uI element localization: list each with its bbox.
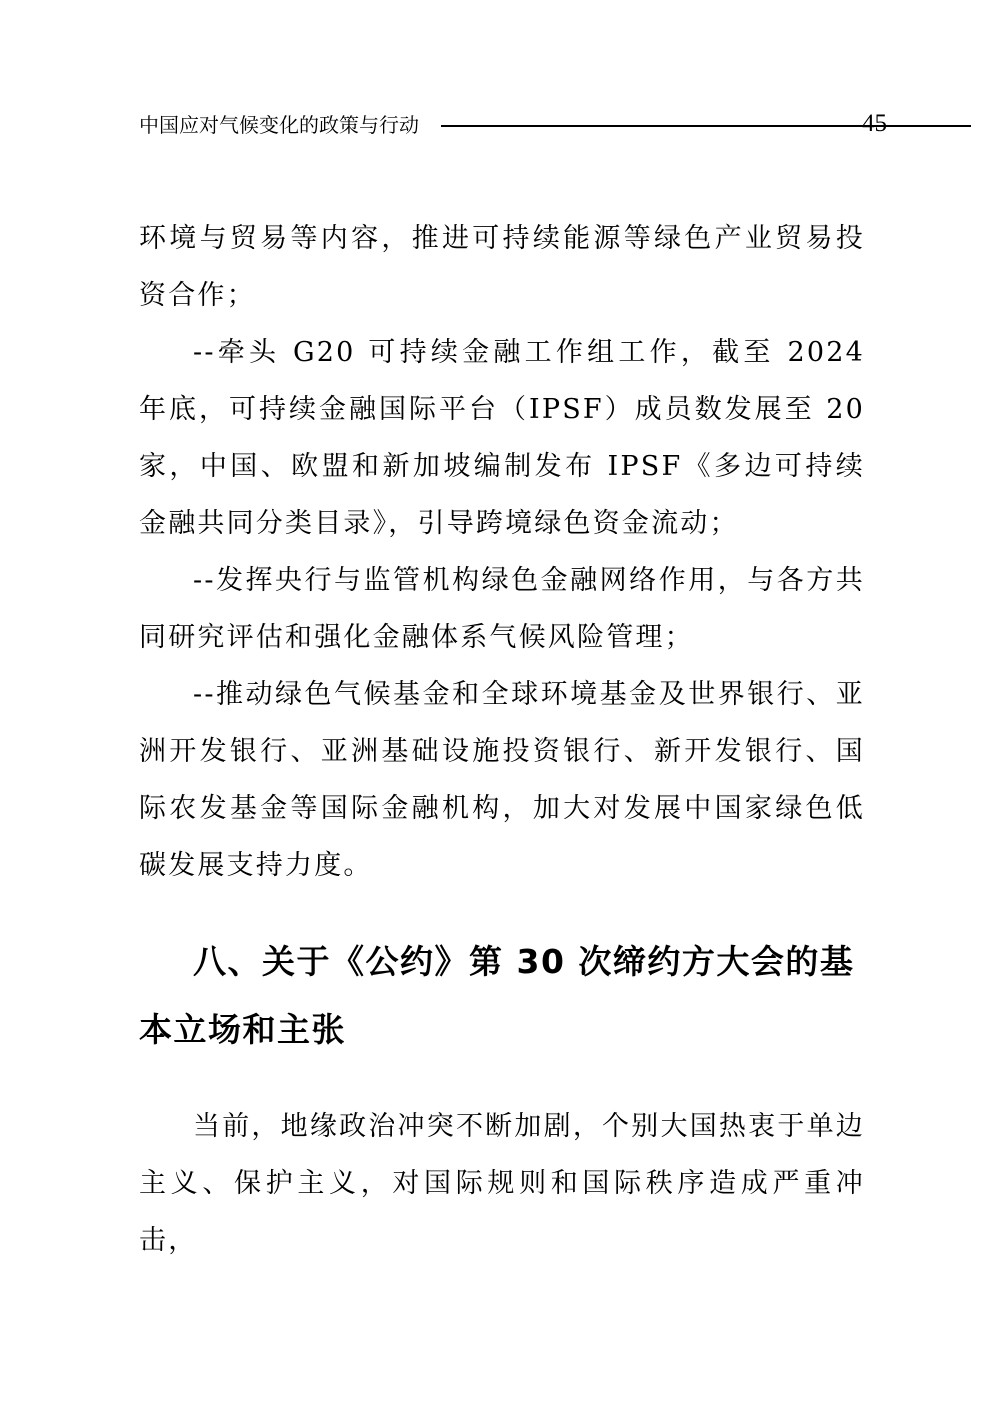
- paragraph-international-finance: --推动绿色气候基金和全球环境基金及世界银行、亚洲开发银行、亚洲基础设施投资银行、新开发银行、国际农发基金等国际金融机构，加大对发展中国家绿色低碳发展支持力度。: [139, 679, 865, 881]
- header-rule: [441, 125, 971, 127]
- body-text: [139, 210, 865, 894]
- header-title: 中国应对气候变化的政策与行动: [139, 113, 419, 137]
- page-number: 45: [862, 110, 887, 137]
- section-body-text: [139, 1098, 865, 1269]
- paragraph-current-situation: 当前，地缘政治冲突不断加剧，个别大国热衷于单边主义、保护主义，对国际规则和国际秩序造成严重冲击，: [139, 1111, 865, 1256]
- running-header: [139, 108, 887, 142]
- paragraph-continuation: 环境与贸易等内容，推进可持续能源等绿色产业贸易投资合作；: [139, 223, 865, 311]
- paragraph-g20-sustainable-finance: --牵头 G20 可持续金融工作组工作，截至 2024 年底，可持续金融国际平台（IPSF）成员数发展至 20 家，中国、欧盟和新加坡编制发布 IPSF《多边可持续金融共同分类目录》，引导跨境绿色资金流动；: [139, 337, 865, 539]
- section-heading: 八、关于《公约》第 30 次缔约方大会的基本立场和主张: [139, 942, 855, 1049]
- paragraph-ngfs: --发挥央行与监管机构绿色金融网络作用，与各方共同研究评估和强化金融体系气候风险管理；: [139, 565, 865, 653]
